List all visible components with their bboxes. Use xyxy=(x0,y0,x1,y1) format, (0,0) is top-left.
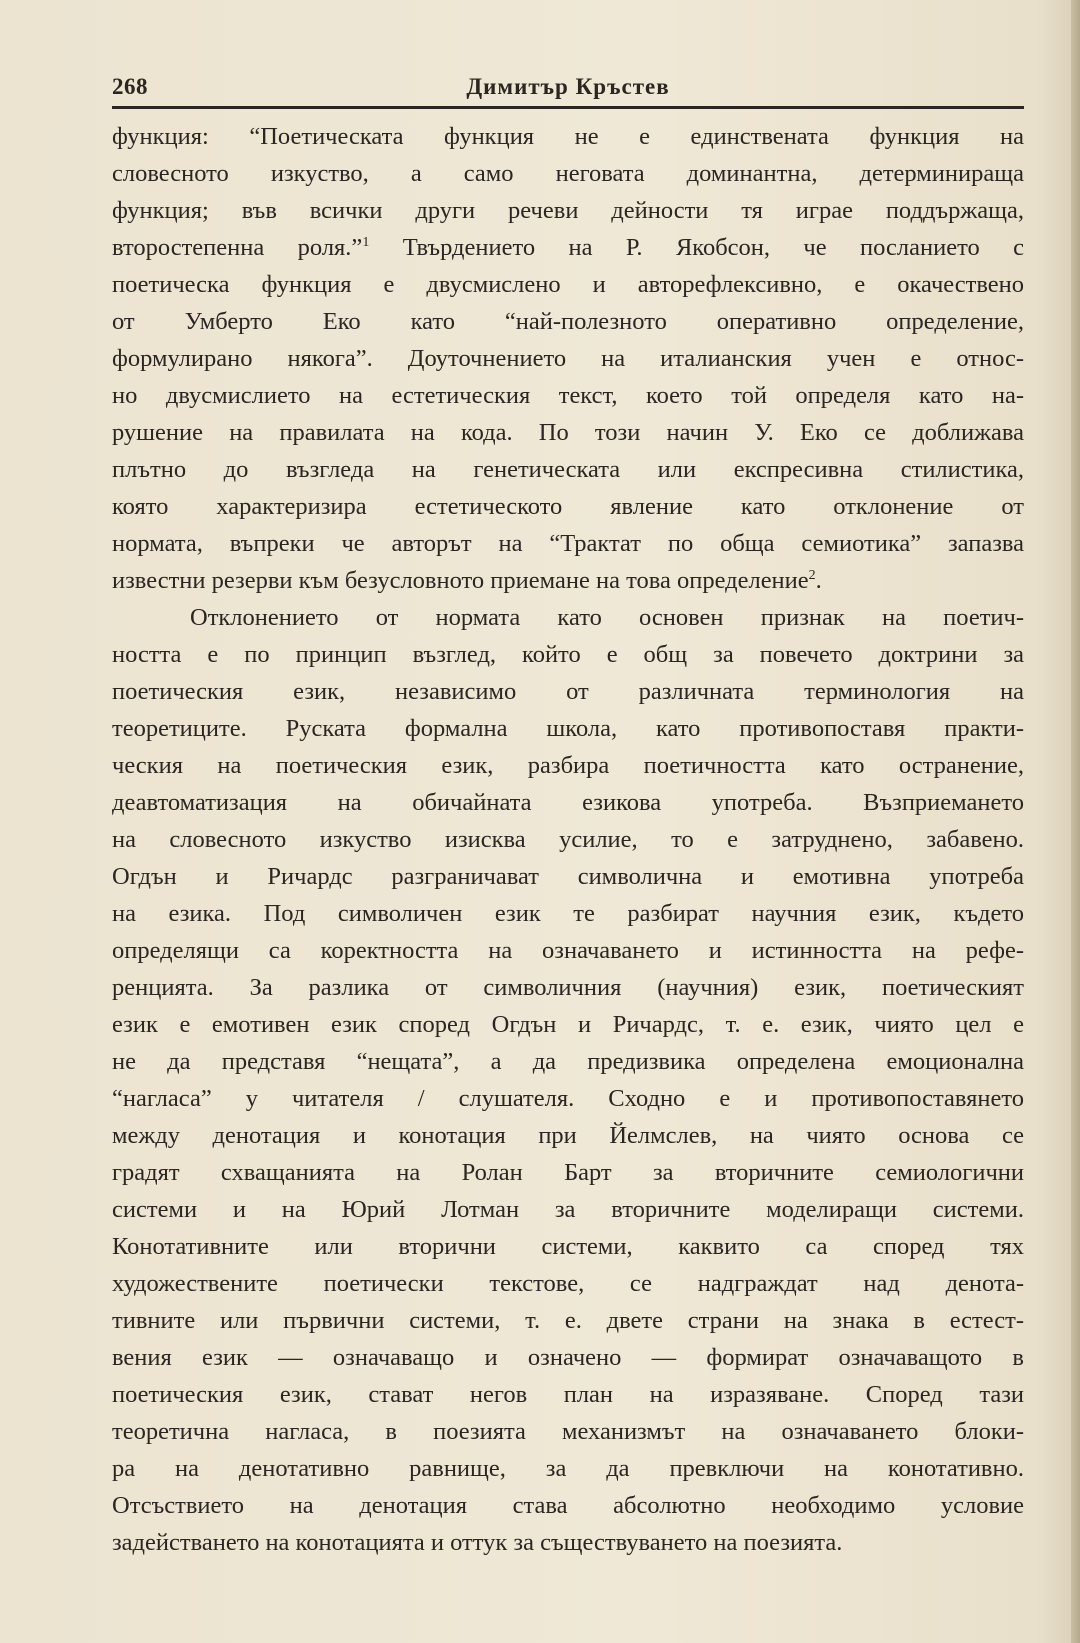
text-line-content: известни резерви към безусловното приемане на това определение xyxy=(112,567,809,594)
text-line-content: Огдън и Ричардс разграничават символична и емотивна употреба xyxy=(112,863,1024,890)
text-line-content: поетическа функция е двусмислено и авторефлексивно, е окачествено xyxy=(112,271,1024,298)
running-title: Димитър Кръстев xyxy=(466,74,670,99)
text-line xyxy=(112,192,1024,229)
text-line xyxy=(112,747,1024,784)
body-text xyxy=(112,118,1024,1561)
text-line-content: теоретична нагласа, в поезията механизмът на означаването блоки- xyxy=(112,1418,1024,1445)
text-line-continuation: Твърдението на Р. Якобсон, че посланието с xyxy=(369,234,1024,261)
text-line-content: определящи са коректността на означаването и истинността на рефе- xyxy=(112,937,1024,964)
page-number: 268 xyxy=(112,74,148,99)
text-line-content: “нагласа” у читателя / слушателя. Сходно е и противопоставянето xyxy=(112,1085,1024,1112)
text-line-content: Отсъствието на денотация става абсолютно необходимо условие xyxy=(112,1492,1024,1519)
text-line xyxy=(112,229,1024,266)
text-line xyxy=(112,1487,1024,1524)
text-line-content: не да представя “нещата”, а да предизвика определена емоционална xyxy=(112,1048,1024,1075)
text-line xyxy=(112,784,1024,821)
text-line-content: между денотация и конотация при Йелмслев, на чиято основа се xyxy=(112,1122,1024,1149)
text-line-content: плътно до възгледа на генетическата или експресивна стилистика, xyxy=(112,456,1024,483)
text-line xyxy=(112,1117,1024,1154)
text-line-content: ра на денотативно равнище, за да превключи на конотативно. xyxy=(112,1455,1024,1482)
text-line-content: рушение на правилата на кода. По този начин У. Еко се доближава xyxy=(112,419,1024,446)
text-line xyxy=(112,1265,1024,1302)
text-line xyxy=(112,821,1024,858)
text-line-content: вения език — означаващо и означено — формират означаващото в xyxy=(112,1344,1024,1371)
text-line-content: функция: “Поетическата функция не е единствената функция на xyxy=(112,123,1024,150)
text-line xyxy=(112,1043,1024,1080)
footnote-marker: 1 xyxy=(362,235,370,250)
text-line-content: на словесното изкуство изисква усилие, то е затруднено, забавено. xyxy=(112,826,1024,853)
text-line xyxy=(112,1302,1024,1339)
text-line-content: задействането на конотацията и оттук за съществуването на поезията. xyxy=(112,1529,843,1556)
text-line xyxy=(112,895,1024,932)
text-line-continuation: . xyxy=(815,567,822,594)
page-edge xyxy=(1071,0,1080,1643)
page-header xyxy=(112,72,1024,109)
text-line-content: ността е по принцип възглед, който е общ за повечето доктрини за xyxy=(112,641,1024,668)
text-line-content: ческия на поетическия език, разбира поетичността като остранение, xyxy=(112,752,1024,779)
text-line xyxy=(112,710,1024,747)
text-line-content: функция; във всички други речеви дейности тя играе поддържаща, xyxy=(112,197,1024,224)
text-line-content: формулирано някога”. Доуточнението на италианския учен е относ- xyxy=(112,345,1024,372)
text-line xyxy=(112,1413,1024,1450)
text-line xyxy=(112,969,1024,1006)
text-line-content: език е емотивен език според Огдън и Ричардс, т. е. език, чиято цел е xyxy=(112,1011,1024,1038)
text-line xyxy=(112,266,1024,303)
text-line xyxy=(112,155,1024,192)
text-line xyxy=(112,1450,1024,1487)
text-line-content: но двусмислието на естетическия текст, което той определя като на- xyxy=(112,382,1024,409)
text-line xyxy=(112,451,1024,488)
text-line xyxy=(112,1191,1024,1228)
text-line xyxy=(112,1376,1024,1413)
text-line-content: Отклонението от нормата като основен признак на поетич- xyxy=(190,604,1024,631)
text-line xyxy=(112,303,1024,340)
text-line xyxy=(112,636,1024,673)
text-line xyxy=(112,1080,1024,1117)
text-line xyxy=(112,488,1024,525)
text-line xyxy=(112,118,1024,155)
text-line-content: словесното изкуство, а само неговата доминантна, детерминираща xyxy=(112,160,1024,187)
text-line-content: която характеризира естетическото явление като отклонение от xyxy=(112,493,1024,520)
text-line-content: второстепенна роля.” xyxy=(112,234,363,261)
text-line-content: теоретиците. Руската формална школа, като противопоставя практи- xyxy=(112,715,1024,742)
text-line xyxy=(112,599,1024,636)
text-line xyxy=(112,1228,1024,1265)
text-line-content: на езика. Под символичен език те разбират научния език, където xyxy=(112,900,1024,927)
text-line-content: градят схващанията на Ролан Барт за вторичните семиологични xyxy=(112,1159,1024,1186)
text-line-content: ренцията. За разлика от символичния (научния) език, поетическият xyxy=(112,974,1024,1001)
text-line xyxy=(112,1154,1024,1191)
footnote-marker: 2 xyxy=(808,568,816,583)
text-line-content: тивните или първични системи, т. е. двете страни на знака в естест- xyxy=(112,1307,1024,1334)
text-line xyxy=(112,525,1024,562)
text-line-content: от Умберто Еко като “най-полезното оперативно определение, xyxy=(112,308,1024,335)
text-line xyxy=(112,377,1024,414)
text-line-content: деавтоматизация на обичайната езикова употреба. Възприемането xyxy=(112,789,1024,816)
text-line xyxy=(112,562,1024,599)
text-line xyxy=(112,1006,1024,1043)
text-line xyxy=(112,1524,1024,1561)
text-line-content: поетическия език, стават негов план на изразяване. Според тази xyxy=(112,1381,1024,1408)
text-line xyxy=(112,1339,1024,1376)
text-line xyxy=(112,340,1024,377)
text-line-content: поетическия език, независимо от различната терминология на xyxy=(112,678,1024,705)
text-line-content: Конотативните или вторични системи, каквито са според тях xyxy=(112,1233,1024,1260)
text-line xyxy=(112,414,1024,451)
text-line xyxy=(112,858,1024,895)
text-line xyxy=(112,932,1024,969)
text-line-content: художествените поетически текстове, се надграждат над денота- xyxy=(112,1270,1024,1297)
text-line-content: системи и на Юрий Лотман за вторичните моделиращи системи. xyxy=(112,1196,1024,1223)
text-line xyxy=(112,673,1024,710)
text-line-content: нормата, въпреки че авторът на “Трактат по обща семиотика” запазва xyxy=(112,530,1024,557)
